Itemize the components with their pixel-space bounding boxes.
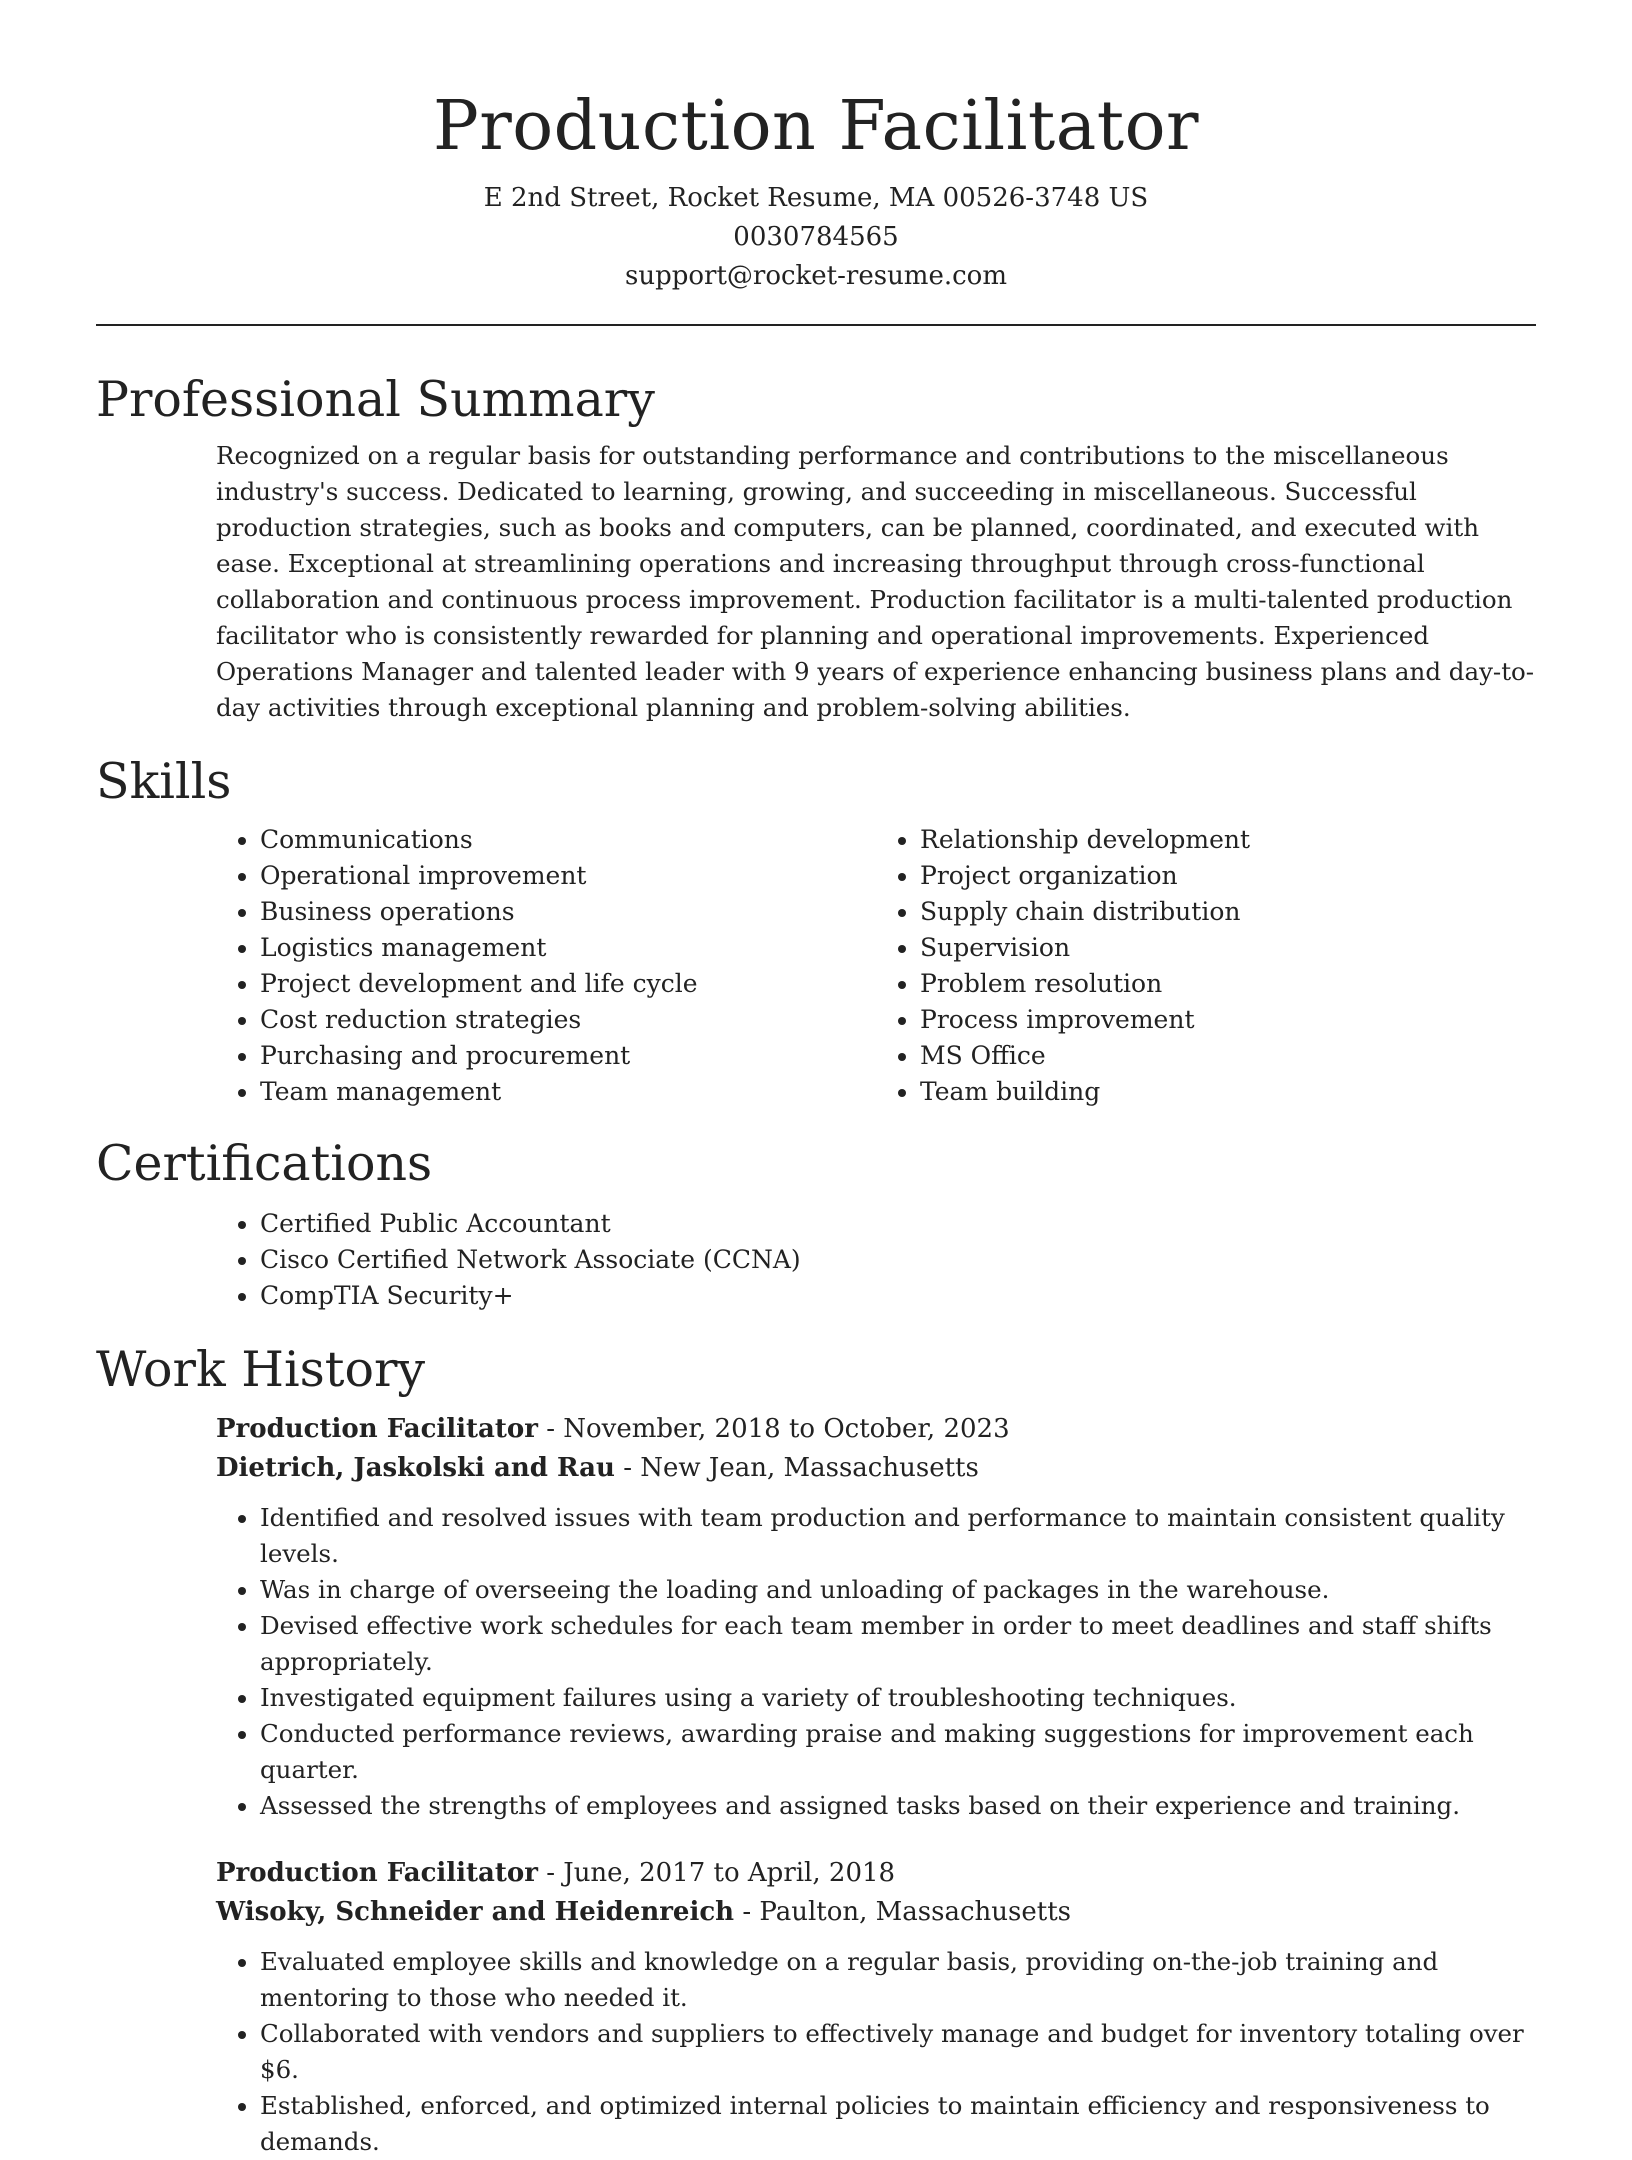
job-bullet: • Assessed the strengths of employees and assigned tasks based on their experience and training.	[260, 1788, 1536, 1824]
skill-item: • Operational improvement	[260, 858, 876, 894]
job-bullet: • Identified and resolved issues with team production and performance to maintain consistent quality levels.	[260, 1500, 1536, 1572]
job-company-line	[216, 1893, 1536, 1932]
job-entry	[216, 1854, 1536, 2160]
skill-item: • Process improvement	[920, 1002, 1536, 1038]
job-bullets	[216, 1944, 1536, 2160]
skill-item: • Logistics management	[260, 930, 876, 966]
certifications-heading: Certifications	[96, 1135, 433, 1192]
skill-item: • Project organization	[920, 858, 1536, 894]
job-entry	[216, 1410, 1536, 1824]
skill-item: • MS Office	[920, 1038, 1536, 1074]
contact-block	[96, 179, 1536, 296]
job-bullet: • Was in charge of overseeing the loading and unloading of packages in the warehouse.	[260, 1572, 1536, 1608]
work-history-heading: Work History	[96, 1341, 426, 1398]
skills-column-right	[876, 822, 1536, 1110]
job-dates: - June, 2017 to April, 2018	[537, 1858, 896, 1888]
certification-item: • Cisco Certified Network Associate (CCNA)	[260, 1242, 1536, 1278]
job-bullet: • Evaluated employee skills and knowledge on a regular basis, providing on-the-job training and mentoring to those who needed it.	[260, 1944, 1536, 2016]
skill-item: • Problem resolution	[920, 966, 1536, 1002]
contact-email: support@rocket-resume.com	[624, 261, 1007, 291]
job-title-line	[216, 1854, 1536, 1893]
skills-column-left	[216, 822, 876, 1110]
job-title-line	[216, 1410, 1536, 1449]
skill-item: • Cost reduction strategies	[260, 1002, 876, 1038]
summary-text: Recognized on a regular basis for outstanding performance and contributions to the miscellaneous industry's success. Dedicated to learning, growing, and succeeding in miscellaneous. Successful production strategies, such as books and computers, can be planned, coordinated, and executed with ease. Exceptional at streamlining operations and increasing throughput through cross-functional collaboration and continuous process improvement. Production facilitator is a multi-talented production facilitator who is consistently rewarded for planning and operational improvements. Experienced Operations Manager and talented leader with 9 years of experience enhancing business plans and day-to-day activities through exceptional planning and problem-solving abilities.	[216, 441, 1535, 722]
job-bullets	[216, 1500, 1536, 1824]
job-title: Production Facilitator	[216, 1414, 538, 1444]
certifications-list	[216, 1206, 1536, 1314]
job-bullet: • Investigated equipment failures using a variety of troubleshooting techniques.	[260, 1680, 1536, 1716]
job-bullet: • Collaborated with vendors and suppliers to effectively manage and budget for inventory totaling over $6.	[260, 2016, 1536, 2088]
contact-phone: 0030784565	[733, 222, 899, 252]
certification-item: • Certified Public Accountant	[260, 1206, 1536, 1242]
skill-item: • Relationship development	[920, 822, 1536, 858]
skill-item: • Supervision	[920, 930, 1536, 966]
skill-item: • Communications	[260, 822, 876, 858]
skills-heading: Skills	[96, 753, 232, 810]
job-company-line	[216, 1449, 1536, 1488]
job-title: Production Facilitator	[216, 1858, 538, 1888]
skill-item: • Project development and life cycle	[260, 966, 876, 1002]
job-dates: - November, 2018 to October, 2023	[537, 1414, 1010, 1444]
skill-item: • Purchasing and procurement	[260, 1038, 876, 1074]
skill-item: • Team management	[260, 1074, 876, 1110]
job-location: - Paulton, Massachusetts	[734, 1897, 1072, 1927]
job-bullet: • Conducted performance reviews, awarding praise and making suggestions for improvement each quarter.	[260, 1716, 1536, 1788]
skill-item: • Supply chain distribution	[920, 894, 1536, 930]
header-divider	[96, 324, 1536, 326]
resume-page	[96, 0, 1536, 2160]
skill-item: • Business operations	[260, 894, 876, 930]
job-bullet: • Devised effective work schedules for each team member in order to meet deadlines and staff shifts appropriately.	[260, 1608, 1536, 1680]
resume-name: Production Facilitator	[432, 87, 1200, 166]
job-company: Dietrich, Jaskolski and Rau	[216, 1453, 615, 1483]
contact-address: E 2nd Street, Rocket Resume, MA 00526-3748 US	[483, 183, 1149, 213]
job-bullet: • Established, enforced, and optimized internal policies to maintain efficiency and responsiveness to demands.	[260, 2088, 1536, 2160]
certification-item: • CompTIA Security+	[260, 1278, 1536, 1314]
job-company: Wisoky, Schneider and Heidenreich	[216, 1897, 735, 1927]
job-location: - New Jean, Massachusetts	[614, 1453, 979, 1483]
summary-heading: Professional Summary	[96, 371, 655, 428]
skills-list	[216, 822, 1536, 1110]
skill-item: • Team building	[920, 1074, 1536, 1110]
